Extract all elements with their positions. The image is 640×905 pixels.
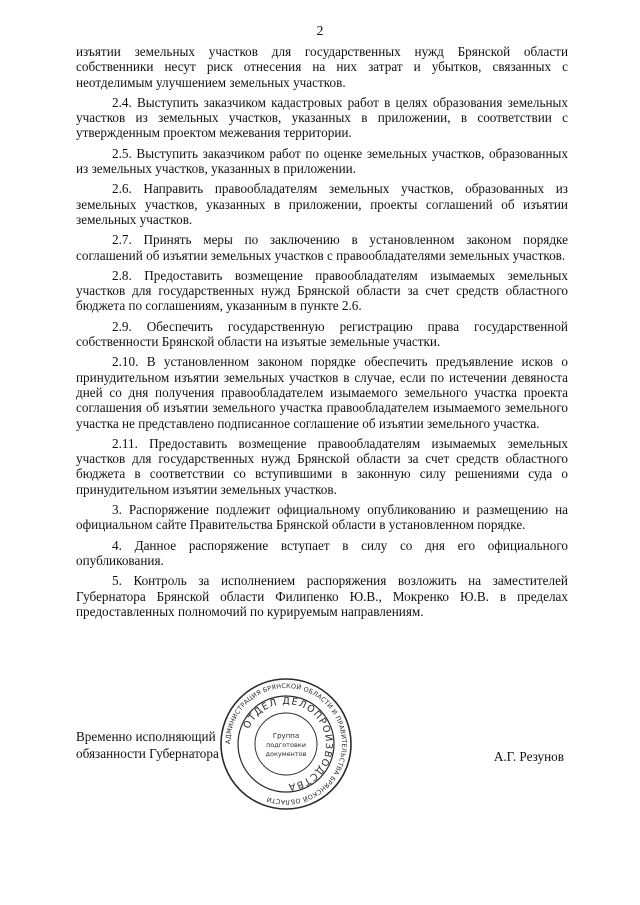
stamp-center-line-1: Группа bbox=[272, 732, 300, 740]
page-number: 2 bbox=[316, 24, 324, 39]
signatory-name: А.Г. Резунов bbox=[493, 749, 564, 764]
stamp-inner-ring-text: ОТДЕЛ ДЕЛОПРОИЗВОДСТВА bbox=[241, 695, 335, 793]
stamp-outer-ring-text: АДМИНИСТРАЦИЯ БРЯНСКОЙ ОБЛАСТИ И ПРАВИТЕЛЬСТВА БРЯНСКОЙ ОБЛАСТИ bbox=[223, 681, 349, 807]
paragraph-2-10: 2.10. В установленном законом порядке обеспечить предъявление исков о принудительном изъятии земельных участков в случае, если по истечении девяноста дней со дня получения правообладателем изымаемого земельного участка проекта соглашения об изъятии земельного участка правообладателем изымаемого земельного участка не представлено подписанное соглашение об изъятии земельного участка. bbox=[76, 354, 568, 431]
paragraph-4: 4. Данное распоряжение вступает в силу со дня его официального опубликования. bbox=[76, 537, 568, 568]
stamp-center-line-3: документов bbox=[265, 750, 307, 758]
paragraph-2-8: 2.8. Предоставить возмещение правообладателям изымаемых земельных участков для государственных нужд Брянской области за счет средств областного бюджета по соглашениям, указанным в пункте 2.6. bbox=[76, 267, 568, 314]
paragraph-2-5: 2.5. Выступить заказчиком работ по оценке земельных участков, образованных из земельных участков, указанных в приложении. bbox=[76, 145, 568, 177]
signatory-position bbox=[76, 728, 219, 762]
paragraph-continuation: изъятии земельных участков для государственных нужд Брянской области собственники несут риск отнесения на них затрат и убытков, связанных с неотделимым улучшением земельных участков. bbox=[76, 44, 568, 90]
paragraph-2-9: 2.9. Обеспечить государственную регистрацию права государственной собственности Брянской области на изъятые земельные участки. bbox=[76, 318, 568, 350]
signatory-position-line-2: обязанности Губернатора bbox=[76, 746, 219, 761]
paragraph-2-6: 2.6. Направить правообладателям земельных участков, образованных из земельных участков, указанных в приложении, проекты соглашений об изъятии земельных участков. bbox=[76, 181, 568, 227]
paragraph-2-4: 2.4. Выступить заказчиком кадастровых работ в целях образования земельных участков из земельных участков, указанных в приложении, в соответствии с утвержденным проектом межевания территории. bbox=[76, 94, 568, 141]
stamp-center-line-2: подготовки bbox=[266, 741, 306, 749]
document-body bbox=[76, 44, 568, 624]
paragraph-2-7: 2.7. Принять меры по заключению в установленном законом порядке соглашений об изъятии земельных участков с правообладателями земельных участков. bbox=[76, 232, 568, 263]
signatory-position-line-1: Временно исполняющий bbox=[76, 729, 216, 744]
paragraph-2-11: 2.11. Предоставить возмещение правообладателям изымаемых земельных участков для государственных нужд Брянской области за счет средств областного бюджета в соответствии со вступившими в законную силу решениями суда о принудительном изъятии земельных участков. bbox=[76, 435, 568, 497]
paragraph-3: 3. Распоряжение подлежит официальному опубликованию и размещению на официальном сайте Правительства Брянской области в установленном порядке. bbox=[76, 502, 568, 533]
official-stamp bbox=[218, 676, 354, 812]
stamp-seal-icon bbox=[218, 676, 354, 812]
paragraph-5: 5. Контроль за исполнением распоряжения возложить на заместителей Губернатора Брянской области Филипенко Ю.В., Мокренко Ю.В. в пределах предоставленных полномочий по курируемым направлениям. bbox=[76, 573, 568, 619]
